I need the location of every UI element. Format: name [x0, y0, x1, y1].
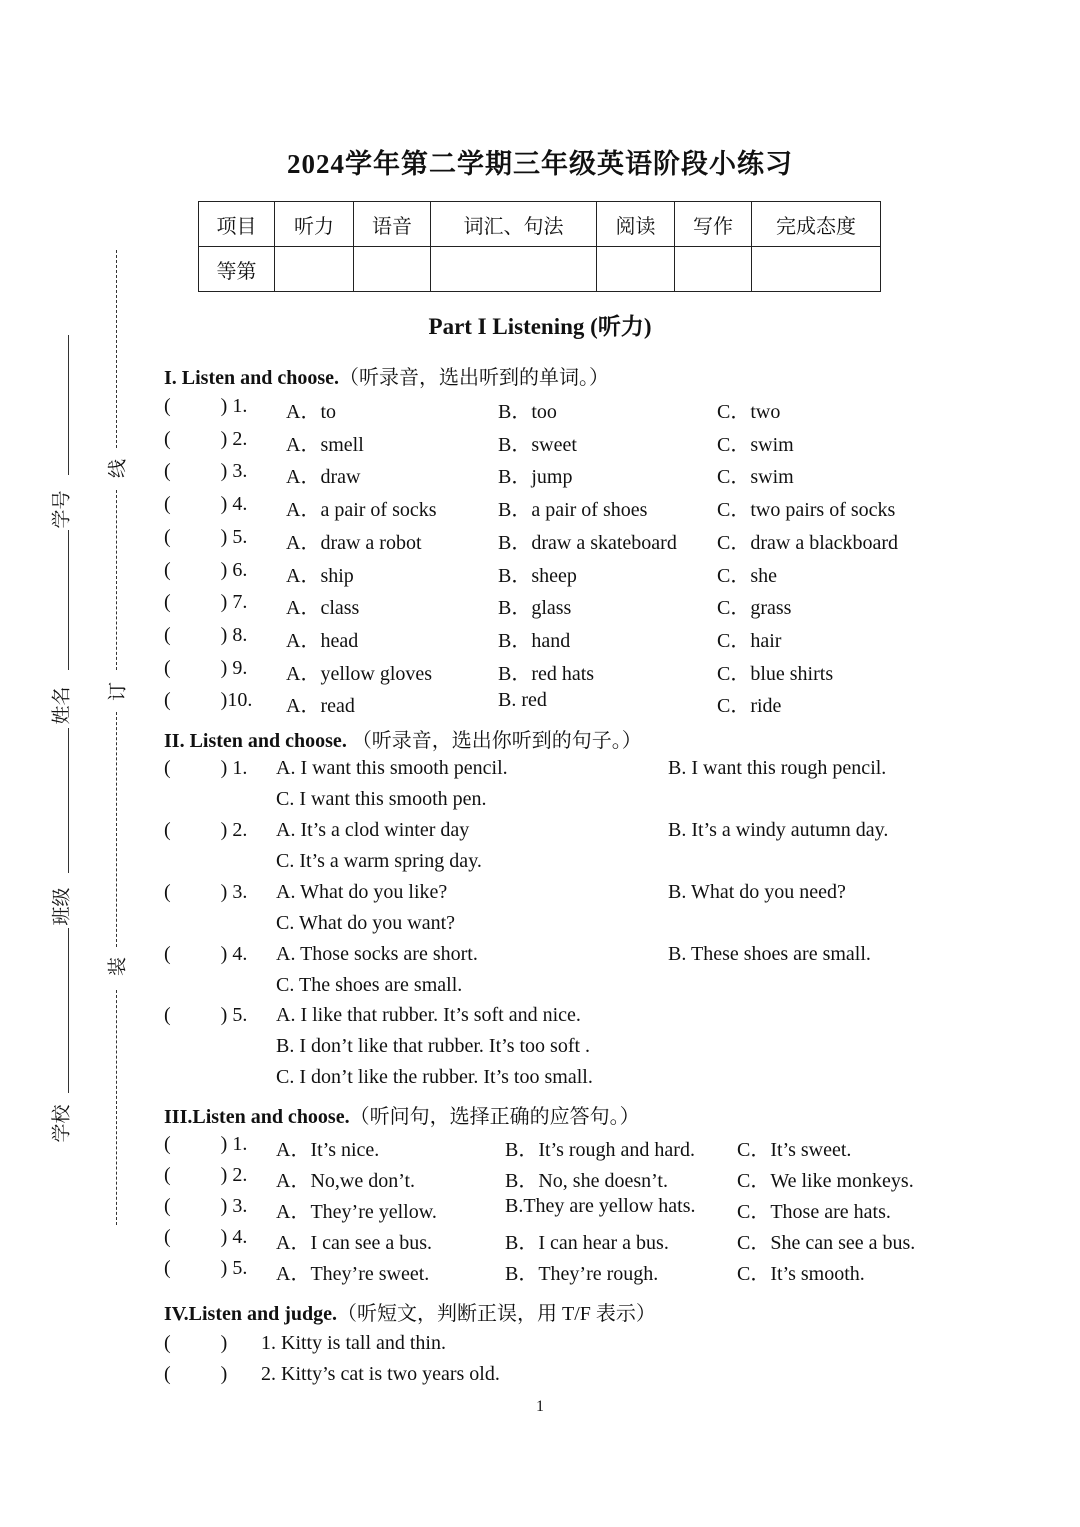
grade-input-cell[interactable] [275, 247, 354, 292]
question-number[interactable]: ( ) 3. [164, 460, 248, 483]
part-title: Part I Listening (听力) [428, 314, 652, 339]
option-a: A. Those socks are short. [276, 943, 478, 965]
option-c: C. I don’t like the rubber. It’s too small. [276, 1066, 593, 1088]
option-a: A. What do you like? [276, 881, 448, 903]
option-a: A．ship [286, 564, 354, 587]
class-label: 班级 [51, 887, 73, 926]
option-a: A．a pair of socks [286, 499, 437, 522]
question-number[interactable]: ( ) 4. [164, 493, 248, 516]
section-heading-text: II. Listen and choose. [164, 730, 347, 752]
option-a: A．smell [286, 433, 364, 456]
option-b: B．hand [498, 629, 571, 652]
score-cell: 写作 [675, 202, 752, 247]
score-table-grade-row [199, 247, 881, 292]
option-a: A．They’re sweet. [276, 1263, 430, 1285]
option-b: B. These shoes are small. [668, 943, 871, 965]
option-c: C．Those are hats. [737, 1201, 891, 1223]
option-c: C．two pairs of socks [717, 499, 896, 522]
cut-line-bottom [116, 990, 117, 1225]
section-1-heading [164, 361, 609, 390]
score-cell: 语音 [354, 202, 431, 247]
grade-input-cell[interactable] [431, 247, 597, 292]
question-number[interactable]: ( )10. [164, 689, 253, 712]
question-number[interactable]: ( ) 4. [164, 1226, 248, 1248]
section-heading-cn: （听录音，选出听到的单词。） [339, 367, 610, 389]
question-number[interactable]: ( ) 3. [164, 1195, 248, 1217]
question-number[interactable]: ( ) 1. [164, 395, 248, 417]
question-number[interactable]: ( ) 6. [164, 558, 248, 581]
judge-answer-blank[interactable]: ( ) [164, 1363, 228, 1385]
option-c: C．blue shirts [717, 662, 834, 685]
cut-mark-xian: 线 [107, 459, 129, 479]
cut-mark-ding: 订 [107, 682, 129, 702]
class-line [68, 728, 69, 873]
option-a: A．head [286, 629, 359, 652]
option-c: C．two [717, 401, 781, 423]
section-heading-cn: （听短文，判断正误，用 T/F 表示） [337, 1303, 656, 1325]
school-label: 学校 [51, 1104, 73, 1143]
cut-line-middle [116, 490, 117, 670]
question-number[interactable]: ( ) 2. [164, 1164, 248, 1186]
cut-line-lower [116, 712, 117, 947]
option-c: C．draw a blackboard [717, 531, 899, 554]
option-c: C．swim [717, 433, 794, 456]
option-a: A．yellow gloves [286, 662, 433, 685]
section-heading-cn: （听问句，选择正确的应答句。） [349, 1106, 640, 1128]
option-b: B．too [498, 401, 557, 423]
question-number[interactable]: ( ) 5. [164, 1004, 248, 1026]
question-number[interactable]: ( ) 1. [164, 757, 248, 779]
section-heading-text: IV.Listen and judge. [164, 1303, 338, 1325]
grade-input-cell[interactable] [675, 247, 752, 292]
student-id-label: 学号 [51, 490, 73, 529]
score-cell: 等第 [199, 247, 275, 292]
score-table [198, 201, 881, 292]
option-a: A. It’s a clod winter day [276, 819, 470, 841]
question-number[interactable]: ( ) 2. [164, 819, 248, 841]
judge-statement: 2. Kitty’s cat is two years old. [261, 1363, 500, 1385]
option-a: A. I want this smooth pencil. [276, 757, 508, 779]
score-cell: 听力 [275, 202, 354, 247]
option-a: A. I like that rubber. It’s soft and nice. [276, 1004, 581, 1026]
option-c: C．We like monkeys. [737, 1170, 914, 1192]
name-line [68, 530, 69, 670]
option-c: C．she [717, 564, 777, 587]
option-a: A．to [286, 401, 336, 423]
option-a: A．I can see a bus. [276, 1232, 433, 1254]
option-b: B．I can hear a bus. [505, 1232, 669, 1254]
section-3-heading [164, 1100, 640, 1129]
option-b: B．sheep [498, 564, 577, 587]
option-b: B．It’s rough and hard. [505, 1139, 695, 1161]
question-number[interactable]: ( ) 5. [164, 525, 248, 548]
option-a: A．draw [286, 466, 361, 489]
question-number[interactable]: ( ) 2. [164, 427, 248, 450]
option-c: C．hair [717, 629, 782, 652]
option-a: A．class [286, 597, 360, 620]
option-b: B．sweet [498, 433, 577, 456]
question-number[interactable]: ( ) 9. [164, 656, 248, 679]
grade-input-cell[interactable] [597, 247, 675, 292]
judge-answer-blank[interactable]: ( ) [164, 1332, 228, 1354]
option-a: A．draw a robot [286, 531, 422, 554]
option-b: B. I want this rough pencil. [668, 757, 887, 779]
section-heading-text: I. Listen and choose. [164, 367, 340, 389]
question-number[interactable]: ( ) 3. [164, 881, 248, 903]
option-b: B. red [498, 689, 547, 712]
option-b: B．jump [498, 466, 573, 489]
option-c: C. I want this smooth pen. [276, 788, 487, 810]
student-id-line [68, 335, 69, 475]
option-c: C．swim [717, 466, 794, 489]
section-2-heading [164, 724, 642, 753]
cut-line-top [116, 250, 117, 448]
option-a: A．It’s nice. [276, 1139, 380, 1161]
option-b: B. What do you need? [668, 881, 846, 903]
name-label: 姓名 [51, 686, 73, 725]
option-c: C．She can see a bus. [737, 1232, 916, 1254]
option-b: B．glass [498, 597, 572, 620]
option-c: C．It’s sweet. [737, 1139, 852, 1161]
option-b: B.They are yellow hats. [505, 1195, 696, 1217]
page-number: 1 [536, 1398, 544, 1415]
option-b: B. I don’t like that rubber. It’s too soft . [276, 1035, 591, 1057]
option-b: B．a pair of shoes [498, 499, 648, 522]
option-c: C. What do you want? [276, 912, 456, 934]
school-line [68, 928, 69, 1093]
option-c: C. It’s a warm spring day. [276, 850, 482, 872]
grade-input-cell[interactable] [354, 247, 431, 292]
option-b: B．draw a skateboard [498, 531, 677, 554]
option-c: C. The shoes are small. [276, 974, 463, 996]
question-number[interactable]: ( ) 1. [164, 1133, 248, 1155]
score-cell: 完成态度 [752, 202, 881, 247]
section-4-heading [164, 1297, 656, 1326]
page-title: 2024学年第二学期三年级英语阶段小练习 [287, 149, 793, 179]
section-heading-text: III.Listen and choose. [164, 1106, 350, 1128]
question-number[interactable]: ( ) 4. [164, 943, 248, 965]
question-number[interactable]: ( ) 7. [164, 591, 248, 614]
option-a: A．No,we don’t. [276, 1170, 416, 1192]
score-cell: 阅读 [597, 202, 675, 247]
question-number[interactable]: ( ) 5. [164, 1257, 248, 1279]
score-table-header-row [199, 202, 881, 247]
score-cell: 词汇、句法 [431, 202, 597, 247]
option-b: B．red hats [498, 662, 595, 685]
option-c: C．It’s smooth. [737, 1263, 865, 1285]
judge-statement: 1. Kitty is tall and thin. [261, 1332, 446, 1354]
option-c: C．ride [717, 695, 782, 718]
score-cell: 项目 [199, 202, 275, 247]
option-b: B．No, she doesn’t. [505, 1170, 668, 1192]
option-c: C．grass [717, 597, 792, 620]
option-b: B. It’s a windy autumn day. [668, 819, 889, 841]
section-heading-cn: （听录音，选出你听到的句子。） [346, 730, 642, 752]
grade-input-cell[interactable] [752, 247, 881, 292]
option-a: A．They’re yellow. [276, 1201, 437, 1223]
question-number[interactable]: ( ) 8. [164, 623, 248, 646]
option-a: A．read [286, 695, 355, 718]
cut-mark-zhuang: 装 [107, 957, 129, 977]
option-b: B．They’re rough. [505, 1263, 659, 1285]
